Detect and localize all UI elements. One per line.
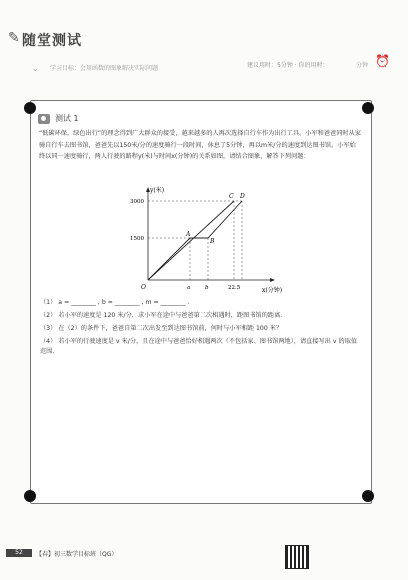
y-tick-1500: 1500 [130,236,144,242]
origin-label: O [141,284,146,291]
xiaojun-line [148,201,234,280]
page-number: 52 [6,549,32,557]
father-line [148,201,242,280]
section-info-strip [20,60,390,74]
y-axis-label: y(米) [150,187,165,194]
punch-hole-top-right [362,102,374,114]
pencil-icon: ✎ [8,30,20,46]
learning-goal: 学习目标：会用函数的图象解决实际问题 [50,65,159,72]
qr-code-icon[interactable] [285,545,309,569]
point-B: B [210,238,215,245]
suggested-time: 建议用时：5分钟 · 你的用时： [247,62,329,69]
point-C: C [229,193,234,200]
alarm-clock-icon: ⏰ [375,54,390,68]
page-title: 随堂测试 [22,33,82,49]
chevron-down-icon: ⌄ [32,64,39,73]
y-tick-3000: 3000 [130,199,144,205]
time-unit: 分钟 [356,62,369,69]
punch-hole-bottom-right [362,490,374,502]
x-tick-22-5: 22.5 [228,285,241,291]
problem-text: “低碳环保，绿色出行”的理念得到广大群众的接受，越来越多的人再次选择自行车作为出行工具。小军和爸爸同时从家骑自行车去图书馆，爸爸先以150米/分的速度骑行一段时间，休息了5分钟，再以m米/分的速度到达图书馆。小军始终以同一速度骑行，两人行驶的路程y(米)与时间x(分钟)的关系如图，请结合图象，解答下列问题： [39,130,361,161]
point-A: A [186,231,191,238]
x-axis-label: x(分钟) [262,287,283,294]
x-tick-b: b [205,285,209,291]
x-tick-a: a [187,285,191,291]
test-label: 测试 1 [55,114,79,123]
question-1: （1） a = ________ , b = ________ , m = ________ . [40,299,190,306]
point-D: D [240,193,245,200]
camera-icon [38,114,50,124]
punch-hole-top-left [24,102,36,114]
distance-time-graph [130,186,283,298]
test-header [38,113,79,124]
question-3: （3） 在（2）的条件下，爸爸自第二次出发至到达图书馆前，何时与小军相距 100 米？ [40,325,283,332]
book-title: 【春】初三数学目标班（QG） [36,551,118,558]
question-4: （4） 若小军的行驶速度是 v 米/分，且在途中与爸爸恰好相遇两次（不包括家、图书馆两地），请直接写出 v 的取值范围. [40,338,358,355]
punch-hole-bottom-left [24,490,36,502]
question-2: （2） 若小军的速度是 120 米/分，求小军在途中与爸爸第二次相遇时，距图书馆的距离. [40,312,283,319]
